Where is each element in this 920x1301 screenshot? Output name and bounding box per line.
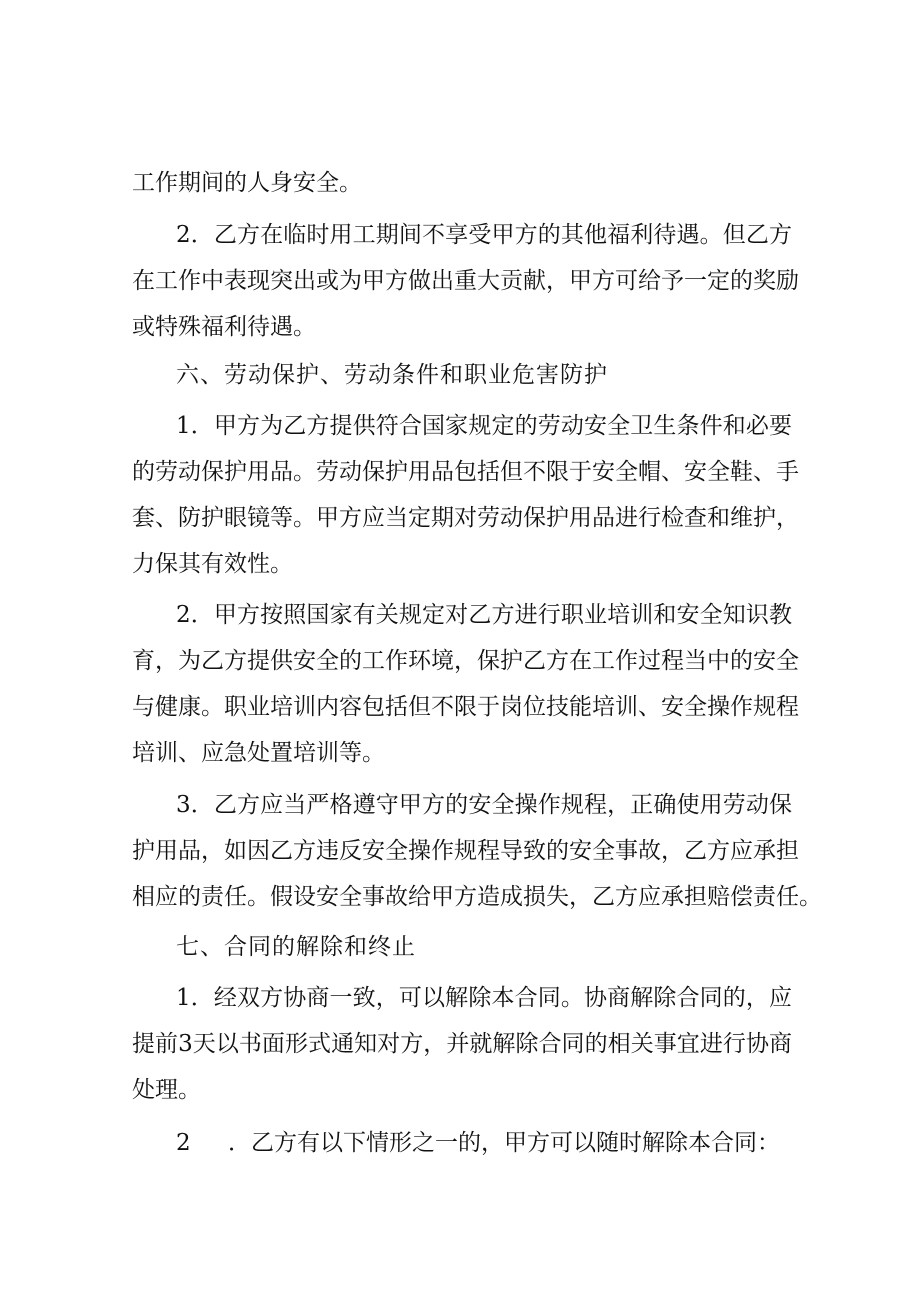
paragraph-line: 育，为乙方提供安全的工作环境，保护乙方在工作过程当中的安全 bbox=[132, 648, 799, 674]
paragraph-line: 提前3天以书面形式通知对方，并就解除合同的相关事宜进行协商 bbox=[132, 1031, 792, 1057]
paragraph-line: 工作期间的人身安全。 bbox=[132, 170, 362, 196]
paragraph-line: 1．经双方协商一致，可以解除本合同。协商解除合同的，应 bbox=[176, 985, 792, 1011]
paragraph-line: 的劳动保护用品。劳动保护用品包括但不限于安全帽、安全鞋、手 bbox=[132, 459, 799, 485]
paragraph-line: 相应的责任。假设安全事故给甲方造成损失，乙方应承担赔偿责任。 bbox=[132, 884, 822, 910]
section-heading: 七、合同的解除和终止 bbox=[176, 934, 416, 960]
paragraph-line: 或特殊福利待遇。 bbox=[132, 314, 316, 340]
paragraph-line: 套、防护眼镜等。甲方应当定期对劳动保护用品进行检查和维护， bbox=[132, 505, 799, 531]
paragraph-line: 处理。 bbox=[132, 1077, 201, 1103]
paragraph-line: 在工作中表现突出或为甲方做出重大贡献，甲方可给予一定的奖励 bbox=[132, 268, 799, 294]
paragraph-line: 与健康。职业培训内容包括但不限于岗位技能培训、安全操作规程 bbox=[132, 694, 799, 720]
paragraph-line: ．乙方有以下情形之一的，甲方可以随时解除本合同： bbox=[228, 1130, 780, 1156]
paragraph-line: 1．甲方为乙方提供符合国家规定的劳动安全卫生条件和必要 bbox=[176, 413, 792, 439]
paragraph-line: 2．乙方在临时用工期间不享受甲方的其他福利待遇。但乙方 bbox=[176, 222, 792, 248]
section-heading: 六、劳动保护、劳动条件和职业危害防护 bbox=[176, 362, 608, 388]
paragraph-line: 2．甲方按照国家有关规定对乙方进行职业培训和安全知识教 bbox=[176, 602, 792, 628]
paragraph-line: 力保其有效性。 bbox=[132, 551, 293, 577]
clause-number: 2 bbox=[176, 1130, 192, 1156]
paragraph-line: 3．乙方应当严格遵守甲方的安全操作规程，正确使用劳动保 bbox=[176, 792, 792, 818]
paragraph-line: 培训、应急处置培训等。 bbox=[132, 740, 385, 766]
paragraph-line: 护用品，如因乙方违反安全操作规程导致的安全事故，乙方应承担 bbox=[132, 838, 799, 864]
